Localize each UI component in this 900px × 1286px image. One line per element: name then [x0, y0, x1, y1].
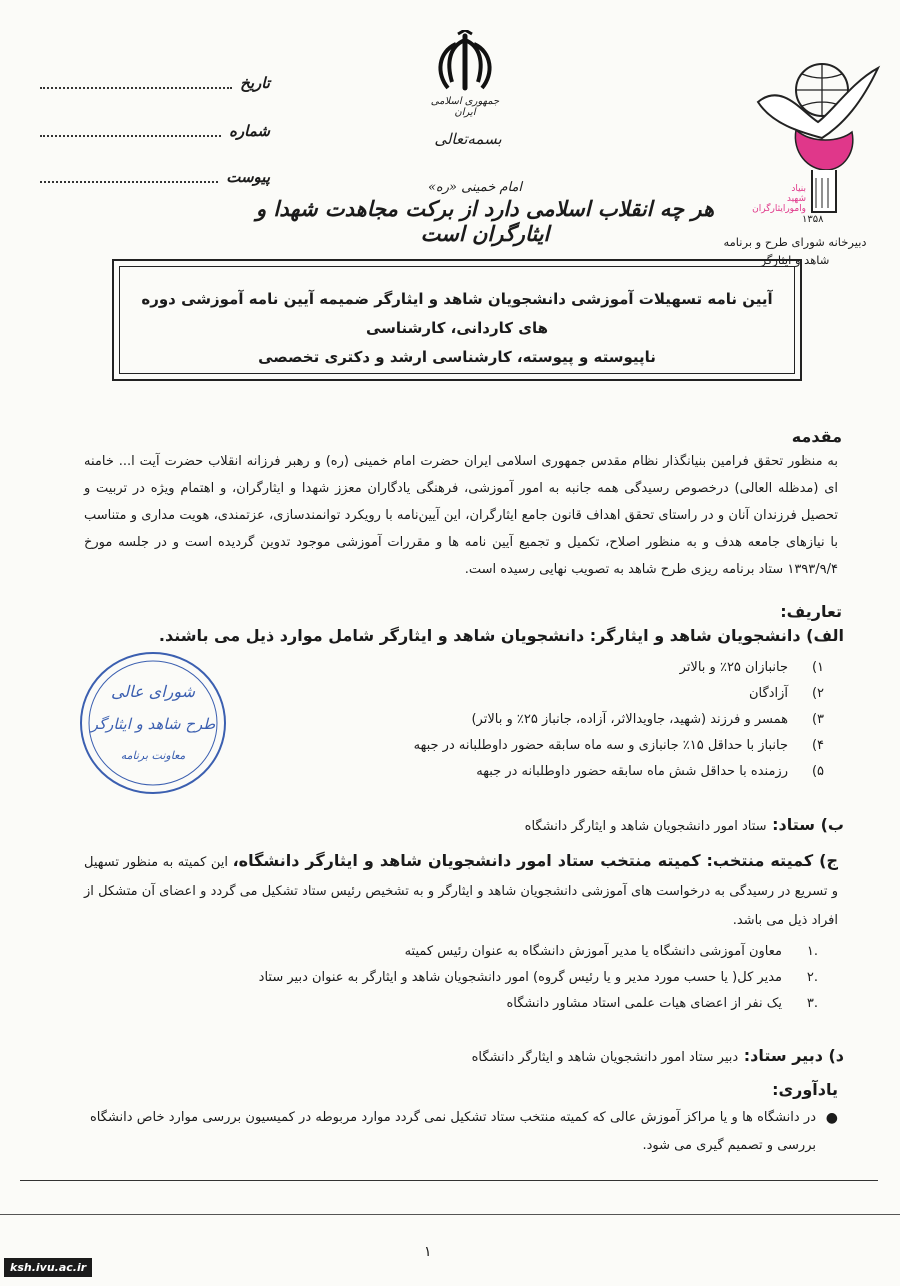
- reminder-heading: یادآوری:: [772, 1080, 838, 1099]
- attachment-field: [40, 168, 270, 186]
- org-name-line2: شاهد و ایثارگر: [760, 253, 830, 267]
- committee-item-text: مدیر کل( یا حسب مورد مدیر و یا رئیس گروه) امور دانشجویان شاهد و ایثارگر به عنوان دبیر ستاد: [258, 970, 782, 985]
- list-item: [680, 660, 824, 675]
- list-item: [476, 764, 824, 779]
- site-watermark[interactable]: ksh.ivu.ac.ir: [4, 1258, 92, 1277]
- date-field: [40, 74, 270, 92]
- attachment-dots: [40, 171, 218, 183]
- document-title: [128, 285, 786, 372]
- title-line1: آیین نامه تسهیلات آموزشی دانشجویان شاهد و ایثارگر ضمیمه آیین نامه آموزشی دوره های کاردانی، کارشناسی: [141, 290, 773, 337]
- committee-item: [405, 944, 818, 959]
- date-label: تاریخ: [240, 74, 270, 92]
- bullet-icon: ●: [825, 1110, 838, 1126]
- list-item-number: ۳): [811, 712, 824, 727]
- list-item-text: جانبازان ۲۵٪ و بالاتر: [679, 660, 788, 675]
- list-item-text: همسر و فرزند (شهید، جاویدالاثر، آزاده، جانباز ۲۵٪ و بالاتر): [471, 712, 788, 727]
- number-field: [40, 122, 270, 140]
- list-item-number: ۲): [811, 686, 824, 701]
- quote-author: امام خمینی «ره»: [427, 180, 523, 195]
- stamp-line1: شورای عالی: [110, 682, 196, 701]
- number-label: شماره: [229, 122, 270, 140]
- definition-a-title: الف) دانشجویان شاهد و ایثارگر: دانشجویان شاهد و ایثارگر شامل موارد ذیل می باشند.: [158, 626, 844, 645]
- committee-item: [259, 970, 818, 985]
- committee-item: [506, 996, 818, 1011]
- definition-d: [472, 1046, 844, 1065]
- header-quote: هر چه انقلاب اسلامی دارد از برکت مجاهدت شهدا و ایثارگران است: [255, 196, 715, 246]
- footer-divider: [20, 1180, 878, 1181]
- definition-c-text: این کمیته به منظور تسهیل و تسریع در رسیدگی به درخواست های آموزشی دانشجویان شاهد و ایثارگر و به تشخیص رئیس ستاد تشکیل می گردد و اعضای آن متشکل از افراد ذیل می باشد.: [84, 855, 838, 928]
- definition-c: [84, 846, 838, 935]
- list-item-text: آزادگان: [749, 686, 788, 701]
- org-name-line1: دبیرخانه شورای طرح و برنامه: [723, 235, 867, 249]
- committee-item-number: .۱: [806, 944, 818, 959]
- list-item-number: ۴): [811, 738, 824, 753]
- list-item-text: جانباز با حداقل ۱۵٪ جانبازی و سه ماه سابقه حضور داوطلبانه در جبهه: [413, 738, 788, 753]
- logo-number: ۱۳۵۸: [802, 214, 824, 225]
- list-item: [414, 738, 824, 753]
- list-item-number: ۱): [811, 660, 824, 675]
- definition-c-title: ج) کمیته منتخب: کمیته منتخب ستاد امور دانشجویان شاهد و ایثارگر دانشگاه،: [232, 851, 838, 870]
- list-item: [471, 712, 824, 727]
- list-item-number: ۵): [811, 764, 824, 779]
- definition-b: [525, 815, 844, 834]
- definition-d-title: د) دبیر ستاد:: [743, 1046, 844, 1065]
- list-item: [749, 686, 824, 701]
- intro-heading: مقدمه: [791, 427, 842, 446]
- attachment-label: پیوست: [226, 168, 270, 186]
- official-stamp: [78, 648, 228, 798]
- emblem-caption: جمهوری اسلامی ایران: [430, 96, 500, 118]
- list-item-text: رزمنده با حداقل شش ماه سابقه حضور داوطلبانه در جبهه: [476, 764, 788, 779]
- stamp-line3: معاونت برنامه: [120, 749, 186, 762]
- footer-divider-lower: [0, 1214, 900, 1215]
- number-dots: [40, 125, 221, 137]
- title-box: [112, 259, 802, 381]
- logo-text: [752, 184, 806, 214]
- definition-d-text: دبیر ستاد امور دانشجویان شاهد و ایثارگر دانشگاه: [471, 1050, 739, 1065]
- stamp-line2: طرح شاهد و ایثارگر: [90, 715, 216, 733]
- reminder-bullet-text: در دانشگاه ها و یا مراکز آموزش عالی که کمیته منتخب ستاد تشکیل نمی گردد موارد مربوطه در کمیسیون بررسی موارد خاص دانشگاه بررسی و تصمیم گیری می شود.: [90, 1110, 816, 1153]
- definitions-heading: تعاریف:: [780, 602, 842, 621]
- logo-text-line3: وامورایثارگران: [752, 204, 806, 214]
- bismillah: بسمه‌تعالی: [434, 130, 502, 148]
- definition-b-title: ب) ستاد:: [772, 815, 844, 834]
- committee-item-text: یک نفر از اعضای هیات علمی استاد مشاور دانشگاه: [506, 996, 782, 1011]
- committee-item-text: معاون آموزشی دانشگاه یا مدیر آموزش دانشگاه به عنوان رئیس کمیته: [404, 944, 782, 959]
- stamp-text: [86, 676, 220, 772]
- committee-item-number: .۲: [806, 970, 818, 985]
- intro-paragraph: به منظور تحقق فرامین بنیانگذار نظام مقدس جمهوری اسلامی ایران حضرت امام خمینی (ره) و رهبر فرزانه انقلاب حضرت آیت ا... خامنه ای (مدظله العالی) درخصوص رسیدگی همه جانبه به امور آموزشی، فرهنگی یادگاران معزز شهدا و ایثارگران، و اهتمام ویژه در تربیت و تحصیل فرزندان آنان و در راستای تحقق اهداف قانون جامع ایثارگران، این آیین‌نامه با رویکرد توانمندسازی، عزتمندی، هویت مداری و متناسب با نیازهای جامعه هدف و به منظور اصلاح، تکمیل و تجمیع آیین نامه ها و مقررات آموزشی موجود تدوین گردیده است و در جلسه مورخ ۱۳۹۳/۹/۴ ستاد برنامه ریزی طرح شاهد به تصویب نهایی رسیده است.: [84, 454, 838, 577]
- foundation-logo-icon: [752, 52, 882, 232]
- date-dots: [40, 77, 232, 89]
- page-number: ۱: [424, 1244, 432, 1260]
- committee-item-number: .۳: [806, 996, 818, 1011]
- title-line2: ناپیوسته و پیوسته، کارشناسی ارشد و دکتری تخصصی: [258, 348, 656, 366]
- logo-text-line2: شهید: [786, 194, 806, 204]
- iran-emblem-icon: [430, 30, 500, 100]
- definition-b-text: ستاد امور دانشجویان شاهد و ایثارگر دانشگاه: [524, 819, 767, 834]
- logo-text-line1: بنیاد: [791, 184, 806, 194]
